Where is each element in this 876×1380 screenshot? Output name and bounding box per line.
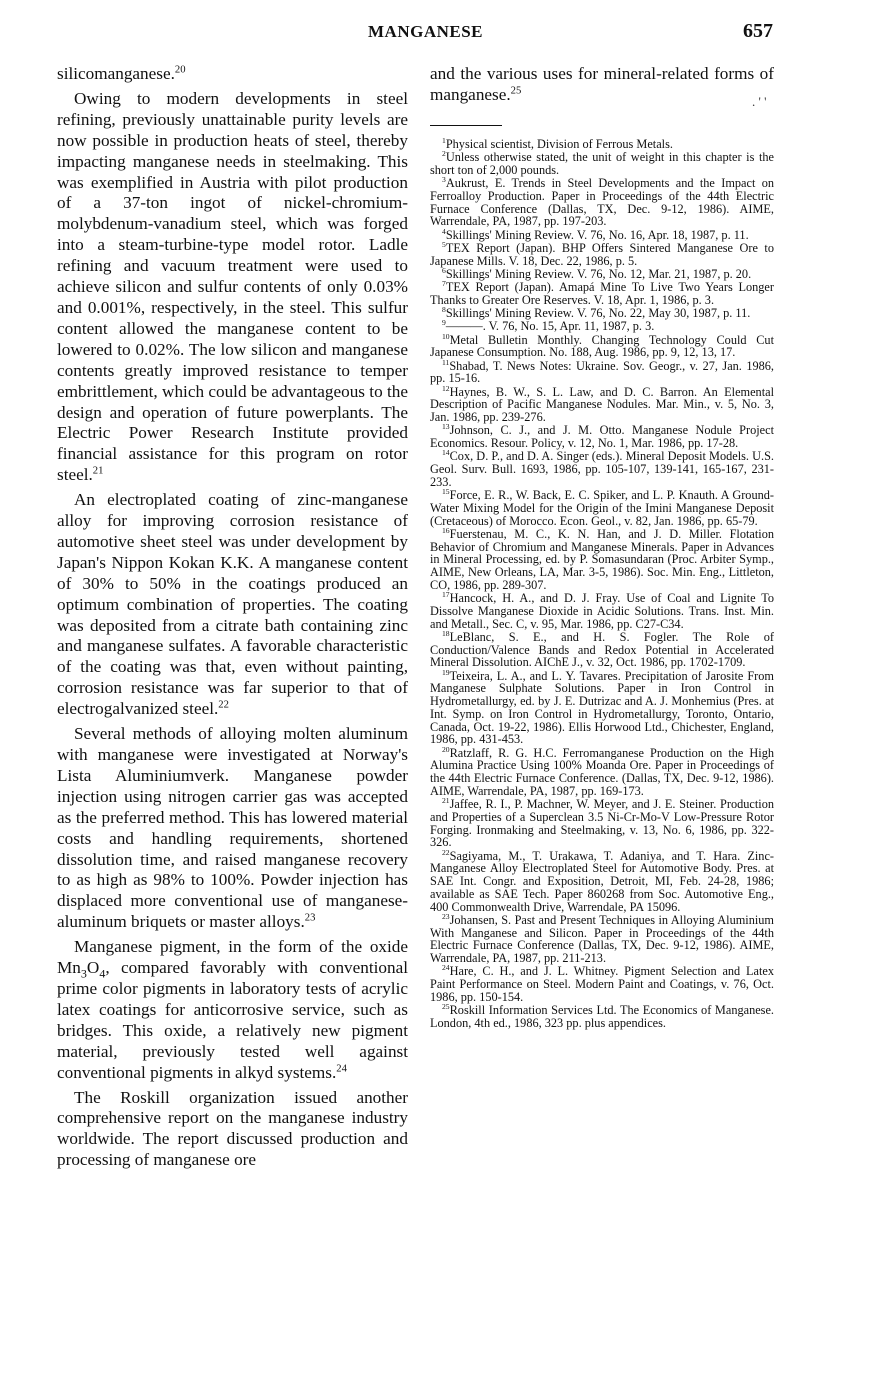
footnote-text: Hancock, H. A., and D. J. Fray. Use of Coal and Lignite To Dissolve Manganese Dioxide in Acidic Solutions. Trans. Inst. Min. and Metall., Sec. C, v. 95, Mar. 1986, pp. C27-C34.: [430, 591, 774, 631]
footnote: [430, 265, 774, 281]
left-column: [57, 64, 408, 1175]
footnote-number: 20: [442, 744, 450, 754]
body-paragraph: The Roskill organization issued another comprehensive report on the manganese industry worldwide. The report discussed production and processing of manganese ore: [57, 1087, 408, 1170]
footnote-text: Shabad, T. News Notes: Ukraine. Sov. Geogr., v. 27, Jan. 1986, pp. 15-16.: [430, 358, 774, 386]
body-paragraph: Owing to modern developments in steel refining, previously unattainable purity levels are now possible in production heats of steel, thereby impacting manganese needs in steelmaking. This was exemplified in Austria with pilot production of a 37-ton ingot of nickel-chromium-molybdenum-vanadium steel, which was forged into a steam-turbine-type model rotor. Ladle refining and vacuum treatment were used to achieve silicon and sulfur contents of only 0.03% and 0.001%, respectively, in the steel. This sulfur content allowed the manganese content to be lowered to 0.02%. The low silicon and manganese contents greatly improved resistance to temper embrittlement, which could be advantageous to the design and operation of future powerplants. The Electric Power Research Institute provided financial assistance for this program on rotor steel.$^{21}$: [57, 88, 408, 485]
footnote: [430, 1001, 774, 1030]
footnote-text: TEX Report (Japan). BHP Offers Sintered Manganese Ore to Japanese Mills. V. 18, Dec. 22, 1986, p. 5.: [430, 240, 774, 268]
footnote-number: 2: [442, 148, 446, 158]
footnote-number: 10: [442, 331, 450, 341]
footnote: [430, 135, 774, 151]
footnote-text: ———. V. 76, No. 15, Apr. 11, 1987, p. 3.: [445, 319, 655, 334]
footnote-ref: 23: [304, 912, 316, 924]
footnote-text: Skillings' Mining Review. V. 76, No. 22, May 30, 1987, p. 11.: [445, 306, 751, 321]
footnote: [430, 320, 774, 333]
footnote-text: Haynes, B. W., S. L. Law, and D. C. Barron. An Elemental Description of Pacific Manganese Nodules. Mar. Min., v. 5, No. 3, Jan. 1986, pp. 239-276.: [430, 384, 774, 425]
footnote: [430, 486, 774, 528]
footnote-text: Skillings' Mining Review. V. 76, No. 16, Apr. 18, 1987, p. 11.: [445, 227, 749, 242]
footnote-number: 13: [442, 422, 450, 432]
footnote-number: 18: [442, 628, 450, 638]
footnote-number: 14: [442, 448, 450, 458]
footnote-number: 6: [442, 265, 446, 275]
footnote: [430, 424, 774, 450]
footnote-number: 5: [442, 239, 446, 249]
footnote-text: Unless otherwise stated, the unit of weight in this chapter is the short ton of 2,000 pounds.: [430, 150, 774, 177]
running-title: MANGANESE: [368, 22, 484, 41]
footnote: [430, 525, 774, 592]
footnote: [430, 148, 774, 177]
footnote-number: 19: [442, 667, 450, 677]
footnote-text: Hare, C. H., and J. L. Whitney. Pigment Selection and Latex Paint Performance on Steel. Modern Paint and Coatings, v. 76, Oct. 1986, pp. 150-154.: [430, 964, 774, 1004]
footnote-number: 4: [442, 226, 446, 236]
footnote-text: Aukrust, E. Trends in Steel Developments and the Impact on Ferroalloy Production. Paper in Proceedings of the 44th Electric Furnace Conference (Dallas, TX, Dec. 9-12, 1986). AIME, Warrendale, PA, 1987, pp. 197-203.: [430, 176, 774, 229]
footnote: [430, 965, 774, 1003]
right-column: [430, 64, 774, 1030]
footnote-ref: 21: [92, 465, 104, 477]
footnote-text: Ratzlaff, R. G. H.C. Ferromanganese Production on the High Alumina Practice Using 100% Moanda Ore. Paper in Proceedings of the 44th Electric Furnace Conference. (Dallas, TX, Dec. 9-12, 1986). AIME, Warrendale, PA, 1987, pp. 169-173.: [430, 745, 774, 798]
footnote: [430, 357, 774, 386]
footnote: [430, 847, 774, 914]
footnote-number: 17: [442, 589, 450, 599]
footnote-ref: 24: [336, 1062, 347, 1074]
footnote: [430, 744, 774, 798]
footnote-text: Roskill Information Services Ltd. The Economics of Manganese. London, 4th ed., 1986, 323 pp. plus appendices.: [430, 1003, 774, 1030]
footnote-number: 16: [442, 525, 450, 535]
footnote: [430, 589, 774, 631]
footnote: [430, 239, 774, 268]
footnote: [430, 304, 774, 321]
footnote: [430, 450, 774, 488]
footnote-text: Johnson, C. J., and J. M. Otto. Manganese Nodule Project Economics. Resour. Policy, v. 12, No. 1, Mar. 1986, pp. 17-28.: [430, 423, 774, 451]
footnote-text: Fuerstenau, M. C., K. N. Han, and J. D. Miller. Flotation Behavior of Chromium and Manganese Minerals. Paper in Advances in Mineral Processing, ed. by P. Somasundaran (Proc. Arbiter Symp., AIME, New Orleans, LA, Mar. 3-5, 1986). Soc. Min. Eng., Littleton, CO, 1986, pp. 289-307.: [430, 526, 774, 592]
footnote-number: 21: [442, 795, 450, 805]
footnote-text: Sagiyama, M., T. Urakawa, T. Adaniya, and T. Hara. Zinc-Manganese Alloy Electroplated Steel for Automotive Body. Pres. at SAE Int. Congr. and Exposition, Detroit, MI, Feb. 24-28, 1986; available as SAE Tech. Paper 860268 from Soc. Automotive Eng., 400 Commonwealth Drive, Warrendale, PA 15096.: [430, 848, 774, 914]
footnote: [430, 911, 774, 966]
footnote: [430, 628, 774, 670]
body-paragraph: Manganese pigment, in the form of the oxide $Mn_3O_4$, compared favorably with conventional prime color pigments in laboratory tests of acrylic latex coatings for anticorrosive service, such as bridges. This oxide, a relatively new pigment material, previously tested well against conventional pigments in alkyd systems.$^{24}$: [57, 937, 408, 1082]
footnote-number: 8: [442, 304, 446, 314]
footnote: [430, 331, 774, 360]
footnote: [430, 174, 774, 229]
footnote: [430, 667, 774, 747]
footnote-text: Skillings' Mining Review. V. 76, No. 12, Mar. 21, 1987, p. 20.: [445, 266, 752, 281]
page-number: 657: [743, 20, 773, 42]
footnote-text: LeBlanc, S. E., and H. S. Fogler. The Role of Conduction/Valence Bands and Redox Potential in Accelerated Mineral Dissolution. AIChE J., v. 32, Oct. 1986, pp. 1702-1709.: [430, 629, 774, 670]
footnote-number: 22: [442, 847, 450, 857]
footnote-text: Teixeira, L. A., and L. Y. Tavares. Precipitation of Jarosite From Manganese Sulphate Solutions. Paper in Iron Control in Hydrometallurgy, ed. by J. E. Dutrizac and A. J. Monhemius (Pres. at Int. Symp. on Iron Control in Hydrometallurgy, Toronto, Ontario, Canada, Oct. 19-22, 1986). Ellis Horwood Ltd., Chichester, England, 1986, pp. 431-453.: [430, 668, 774, 747]
footnote-list: [430, 135, 774, 1030]
footnote: [430, 795, 774, 850]
footnote-text: TEX Report (Japan). Amapá Mine To Live Two Years Longer Thanks to Greater Ore Reserves. V. 18, Apr. 1, 1986, p. 3.: [430, 280, 774, 307]
footnote-text: Jaffee, R. I., P. Machner, W. Meyer, and J. E. Steiner. Production and Properties of a Superclean 3.5 Ni-Cr-Mo-V Low-Pressure Rotor Forging. Ironmaking and Steelmaking, v. 13, No. 6, 1986, pp. 322-326.: [430, 797, 774, 850]
footnote-number: 24: [442, 963, 450, 973]
continuation-paragraph: and the various uses for mineral-related forms of manganese.$^{25}$: [430, 64, 774, 104]
footnote-number: 25: [442, 1001, 450, 1011]
footnote: [430, 278, 774, 307]
footnote-text: Johansen, S. Past and Present Techniques in Alloying Aluminium With Manganese and Silicon. Paper in Proceedings of the 44th Electric Furnace Conference (Dallas, TX, Dec. 9-12, 1986). AIME, Warrendale, PA, 1987, pp. 211-213.: [430, 912, 774, 966]
marginal-marks: . ' ': [752, 94, 767, 109]
footnote-text: Metal Bulletin Monthly. Changing Technology Could Cut Japanese Consumption. No. 188, Aug. 1986, pp. 9, 12, 13, 17.: [430, 332, 774, 360]
footnote-number: 1: [442, 135, 446, 145]
footnote-text: Force, E. R., W. Back, E. C. Spiker, and L. P. Knauth. A Ground-Water Mixing Model for the Origin of the Imini Manganese Deposit (Cretaceous) of Morocco. Econ. Geol., v. 82, Jan. 1986, pp. 65-79.: [430, 488, 774, 528]
body-paragraph: Several methods of alloying molten aluminum with manganese were investigated at Norway's Lista Aluminiumverk. Manganese powder injection using nitrogen carrier gas was accepted as the preferred method. This has lowered material costs and handling requirements, shortened dissolution time, and raised manganese recovery to as high as 98% to 100%. Powder injection has displaced more conventional use of manganese-aluminum briquets or master alloys.$^{23}$: [57, 724, 408, 932]
page-header: [0, 22, 876, 48]
body-paragraph: An electroplated coating of zinc-manganese alloy for improving corrosion resistance of automotive sheet steel was under development by Japan's Nippon Kokan K.K. A manganese content of 30% to 50% in the coatings produced an optimum combination of properties. The coating was deposited from a citrate bath containing zinc and manganese sulfates. A favorable characteristic of the coating was that, even without painting, corrosion resistance was far superior to that of electrogalvanized steel.$^{22}$: [57, 490, 408, 719]
footnote-divider: [430, 125, 502, 126]
footnote-number: 15: [442, 486, 450, 496]
footnote: [430, 383, 774, 425]
footnote-number: 9: [442, 318, 446, 328]
footnote-number: 23: [442, 911, 450, 921]
footnote-ref: 22: [218, 699, 229, 711]
footnote-ref: 20: [174, 64, 186, 76]
footnote-number: 11: [442, 357, 450, 367]
body-paragraph: silicomanganese.$^{20}$: [57, 64, 186, 83]
footnote-ref: 25: [510, 85, 522, 97]
footnote-text: Cox, D. P., and D. A. Singer (eds.). Mineral Deposit Models. U.S. Geol. Surv. Bull. 1693, 1986, pp. 105-107, 139-141, 165-167, 231-233.: [430, 449, 774, 489]
footnote: [430, 226, 774, 242]
footnote-text: Physical scientist, Division of Ferrous Metals.: [445, 136, 673, 151]
footnote-number: 7: [442, 278, 446, 288]
footnote-number: 12: [442, 383, 450, 393]
footnote-number: 3: [442, 174, 446, 184]
